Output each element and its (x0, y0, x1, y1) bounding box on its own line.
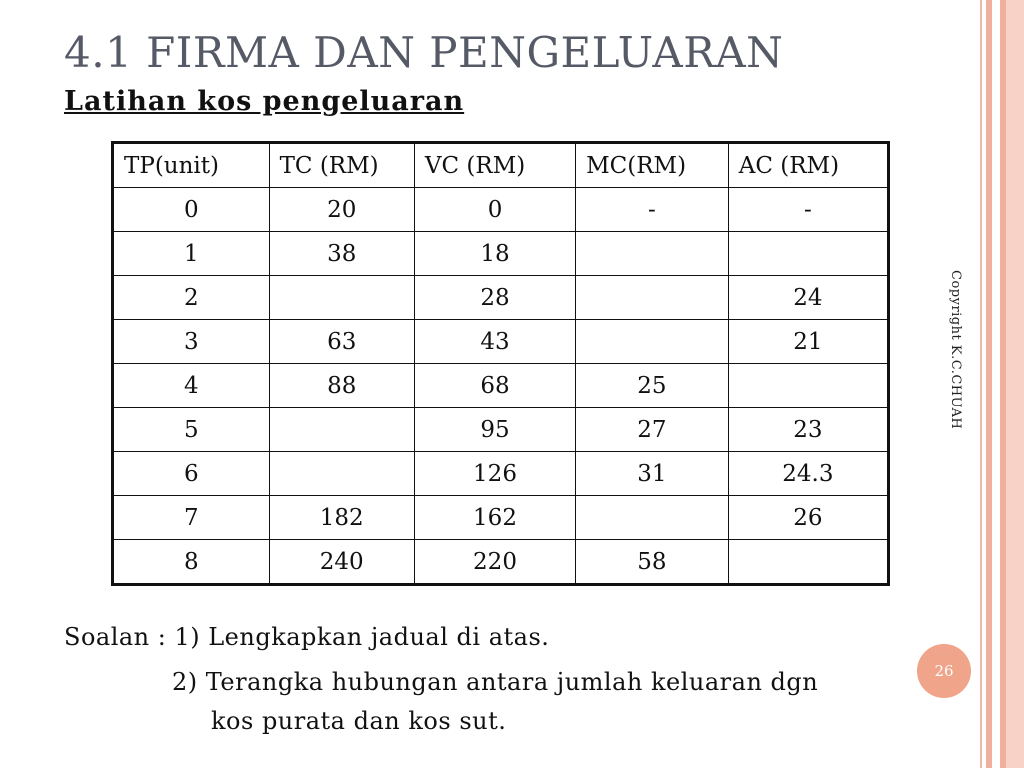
border-band (1006, 0, 1024, 768)
cell-ac: - (728, 188, 888, 232)
cell-tc: 38 (269, 232, 414, 276)
cell-mc (576, 232, 729, 276)
cell-ac (728, 232, 888, 276)
table-body (113, 188, 889, 585)
cell-mc (576, 320, 729, 364)
cell-ac: 21 (728, 320, 888, 364)
cell-vc: 220 (414, 540, 575, 585)
cell-tc: 63 (269, 320, 414, 364)
cell-vc: 95 (414, 408, 575, 452)
question-2: 2) Terangka hubungan antara jumlah keluaran dgn (172, 668, 819, 696)
cell-ac (728, 364, 888, 408)
slide-title: 4.1 FIRMA DAN PENGELUARAN (64, 28, 784, 77)
question-2-continued: kos purata dan kos sut. (211, 707, 507, 735)
cell-mc (576, 496, 729, 540)
table-row (113, 276, 889, 320)
cell-tc (269, 408, 414, 452)
border-gap (992, 0, 1000, 768)
table-row (113, 320, 889, 364)
table-header-row (113, 143, 889, 188)
table-row (113, 452, 889, 496)
cell-vc: 28 (414, 276, 575, 320)
cell-ac: 24 (728, 276, 888, 320)
cell-tc: 20 (269, 188, 414, 232)
table-row (113, 364, 889, 408)
cell-mc: 58 (576, 540, 729, 585)
header-tc: TC (RM) (269, 143, 414, 188)
table-row (113, 540, 889, 585)
question-1: Soalan : 1) Lengkapkan jadual di atas. (64, 623, 550, 651)
border-stripe-thin (980, 0, 982, 768)
cell-vc: 162 (414, 496, 575, 540)
cell-mc: 25 (576, 364, 729, 408)
cell-vc: 43 (414, 320, 575, 364)
cell-tc: 88 (269, 364, 414, 408)
table-row (113, 188, 889, 232)
cell-vc: 126 (414, 452, 575, 496)
cell-ac (728, 540, 888, 585)
cell-tp: 0 (113, 188, 270, 232)
cell-tc: 240 (269, 540, 414, 585)
cell-tp: 1 (113, 232, 270, 276)
cell-ac: 26 (728, 496, 888, 540)
cell-tc (269, 452, 414, 496)
table-row (113, 232, 889, 276)
cell-tc (269, 276, 414, 320)
header-mc: MC(RM) (576, 143, 729, 188)
table-row (113, 408, 889, 452)
cell-vc: 0 (414, 188, 575, 232)
header-ac: AC (RM) (728, 143, 888, 188)
cell-mc (576, 276, 729, 320)
page-number-badge: 26 (917, 644, 971, 698)
cost-table (111, 141, 890, 586)
cell-vc: 68 (414, 364, 575, 408)
cell-vc: 18 (414, 232, 575, 276)
cell-tp: 5 (113, 408, 270, 452)
header-vc: VC (RM) (414, 143, 575, 188)
cell-tp: 7 (113, 496, 270, 540)
table-row (113, 496, 889, 540)
cell-tp: 6 (113, 452, 270, 496)
cell-ac: 23 (728, 408, 888, 452)
slide-subtitle: Latihan kos pengeluaran (64, 86, 465, 117)
cell-tp: 8 (113, 540, 270, 585)
cell-tp: 3 (113, 320, 270, 364)
cell-mc: 31 (576, 452, 729, 496)
cell-tp: 2 (113, 276, 270, 320)
cell-ac: 24.3 (728, 452, 888, 496)
header-tp: TP(unit) (113, 143, 270, 188)
cell-tc: 182 (269, 496, 414, 540)
cell-tp: 4 (113, 364, 270, 408)
copyright-text: Copyright K.C.CHUAH (948, 270, 963, 430)
cell-mc: 27 (576, 408, 729, 452)
cell-mc: - (576, 188, 729, 232)
